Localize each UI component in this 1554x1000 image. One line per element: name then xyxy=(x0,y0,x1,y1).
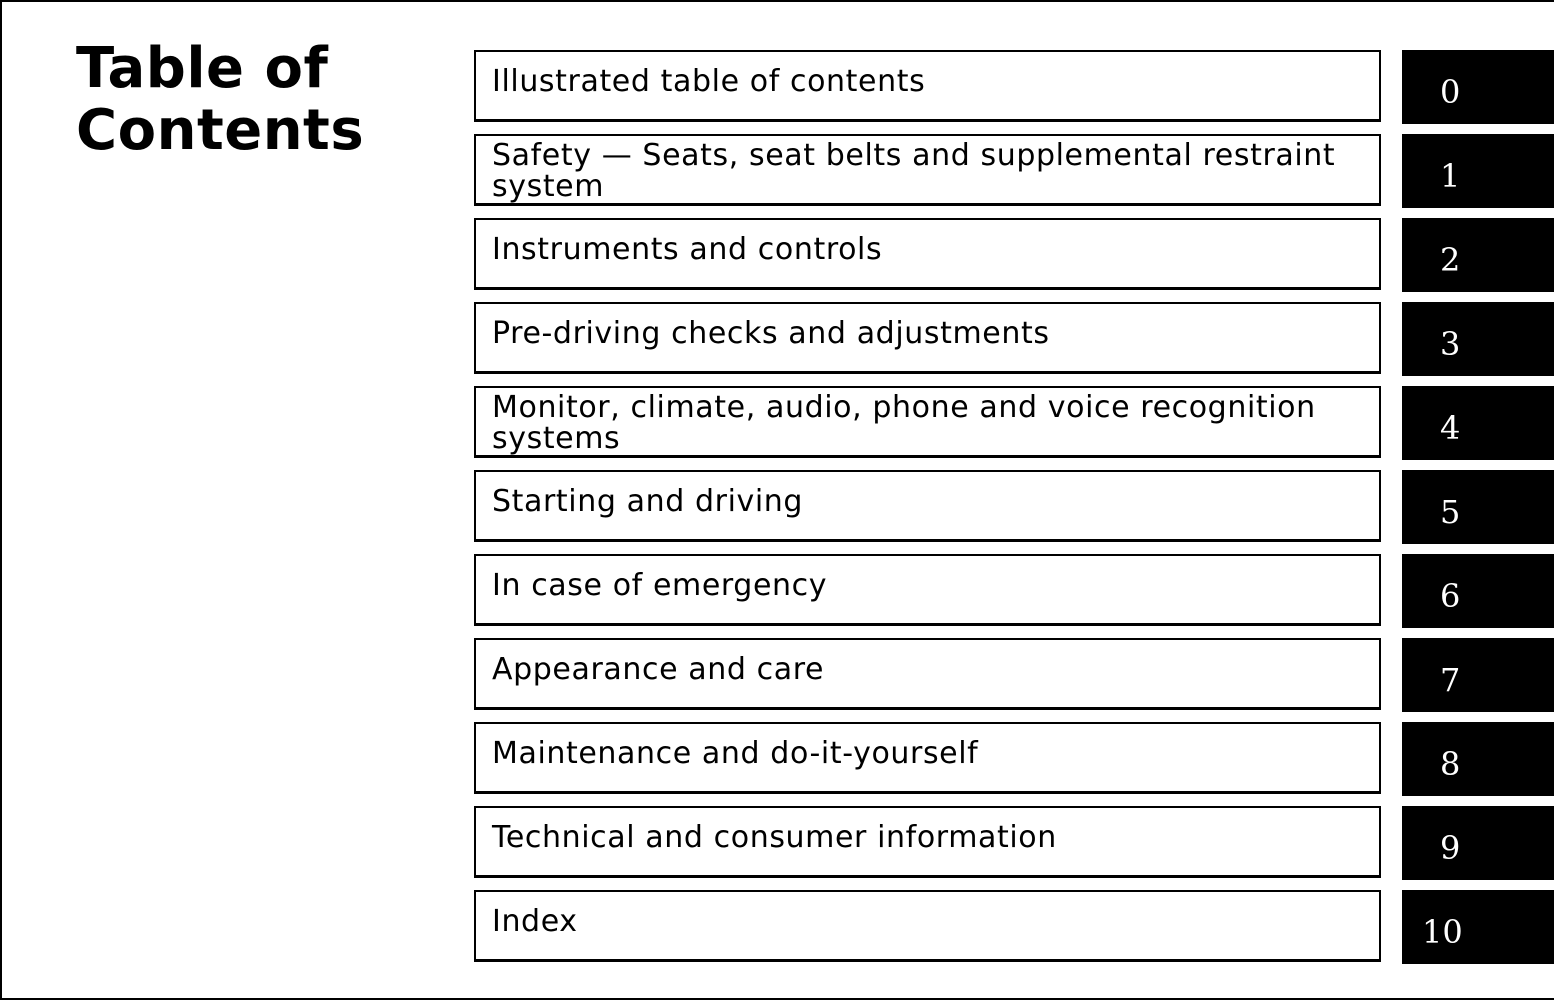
section-tab-5[interactable] xyxy=(1402,470,1554,544)
section-tab-10[interactable] xyxy=(1402,890,1554,964)
toc-box-starting-driving[interactable]: Starting and driving xyxy=(474,470,1381,542)
section-tab-number: 3 xyxy=(1440,325,1461,363)
section-tab-number: 7 xyxy=(1440,661,1461,699)
section-tab-number: 0 xyxy=(1440,73,1461,111)
toc-box-monitor-systems[interactable]: Monitor, climate, audio, phone and voice recognition systems xyxy=(474,386,1381,458)
page-title-line-2: Contents xyxy=(76,98,365,163)
page-title-line-1: Table of xyxy=(76,36,329,101)
section-tab-number: 2 xyxy=(1440,241,1461,279)
section-tab-1[interactable] xyxy=(1402,134,1554,208)
section-tab-number: 4 xyxy=(1440,409,1461,447)
toc-box-illustrated-contents[interactable]: Illustrated table of contents xyxy=(474,50,1381,122)
section-tab-4[interactable] xyxy=(1402,386,1554,460)
section-tab-number: 9 xyxy=(1440,829,1461,867)
section-tab-6[interactable] xyxy=(1402,554,1554,628)
toc-box-index[interactable]: Index xyxy=(474,890,1381,962)
section-tab-2[interactable] xyxy=(1402,218,1554,292)
section-tab-number: 1 xyxy=(1440,157,1461,195)
section-tab-number: 10 xyxy=(1422,913,1463,951)
toc-box-safety[interactable]: Safety — Seats, seat belts and supplemental restraint system xyxy=(474,134,1381,206)
section-tab-3[interactable] xyxy=(1402,302,1554,376)
section-tab-number: 6 xyxy=(1440,577,1461,615)
toc-box-pre-driving[interactable]: Pre-driving checks and adjustments xyxy=(474,302,1381,374)
toc-box-emergency[interactable]: In case of emergency xyxy=(474,554,1381,626)
section-tab-number: 8 xyxy=(1440,745,1461,783)
toc-box-maintenance[interactable]: Maintenance and do-it-yourself xyxy=(474,722,1381,794)
toc-box-technical-info[interactable]: Technical and consumer information xyxy=(474,806,1381,878)
section-tab-number: 5 xyxy=(1440,493,1461,531)
toc-box-instruments[interactable]: Instruments and controls xyxy=(474,218,1381,290)
toc-box-appearance-care[interactable]: Appearance and care xyxy=(474,638,1381,710)
section-tab-9[interactable] xyxy=(1402,806,1554,880)
section-tab-0[interactable] xyxy=(1402,50,1554,124)
section-tab-8[interactable] xyxy=(1402,722,1554,796)
section-tab-7[interactable] xyxy=(1402,638,1554,712)
